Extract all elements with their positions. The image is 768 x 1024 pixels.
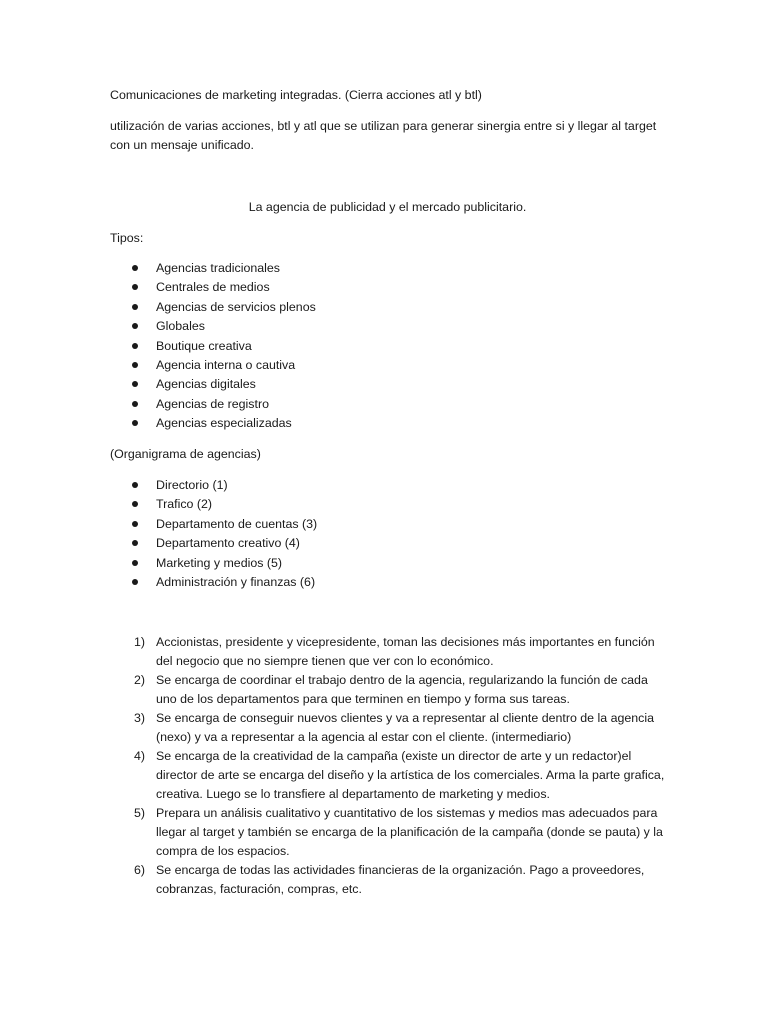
list-item [110, 534, 665, 553]
list-item-text: Accionistas, presidente y vicepresidente, toman las decisiones más importantes en función del negocio que no siempre tienen que ver con lo económico. [156, 635, 655, 668]
list-item [110, 515, 665, 534]
bullet-icon [132, 540, 138, 546]
list-item-text: Directorio (1) [156, 478, 228, 492]
list-item [110, 278, 665, 297]
list-item-text: Se encarga de coordinar el trabajo dentro de la agencia, regularizando la función de cada uno de los departamentos para que terminen en tiempo y forma sus tareas. [156, 673, 648, 706]
list-item [110, 414, 665, 433]
list-item-text: Globales [156, 319, 205, 334]
section-title: La agencia de publicidad y el mercado publicitario. [248, 200, 527, 214]
bullet-icon [132, 304, 138, 310]
list-item [110, 804, 665, 861]
list-item [110, 298, 665, 317]
list-item-text: Prepara un análisis cualitativo y cuantitativo de los sistemas y medios mas adecuados para llegar al target y también se encarga de la planificación de la campaña (donde se pauta) y la compra de los espacios. [156, 806, 663, 858]
list-item-text: Agencia interna o cautiva [156, 357, 296, 372]
list-item [110, 495, 665, 514]
bullet-icon [132, 323, 138, 329]
list-item-text: Centrales de medios [156, 280, 270, 295]
bullet-icon [132, 362, 138, 368]
list-item [110, 573, 665, 592]
list-item-text: Agencias de servicios plenos [156, 299, 316, 314]
item-number: 1) [134, 635, 146, 649]
list-item [110, 356, 665, 375]
bullet-icon [132, 420, 138, 426]
list-item-text: Se encarga de la creatividad de la campaña (existe un director de arte y un redactor)el director de arte se encarga del diseño y la artística de los comerciales. Arma la parte grafica, creativa. Luego se lo transfiere al departamento de marketing y medios. [156, 749, 665, 801]
organigrama-label: (Organigrama de agencias) [110, 447, 261, 461]
list-item [110, 375, 665, 394]
list-item [110, 476, 665, 495]
list-item-text: Trafico (2) [156, 497, 212, 512]
bullet-icon [132, 579, 138, 585]
list-item [110, 861, 665, 899]
list-item-text: Marketing y medios (5) [156, 555, 283, 570]
bullet-icon [132, 560, 138, 566]
tipos-list [110, 259, 665, 434]
bullet-icon [132, 265, 138, 271]
bullet-icon [132, 521, 138, 527]
list-item-text: Departamento creativo (4) [156, 536, 300, 551]
list-item [110, 709, 665, 747]
item-number: 2) [134, 673, 146, 687]
bullet-icon [132, 501, 138, 507]
list-item-text: Agencias especializadas [156, 416, 292, 431]
bullet-icon [132, 343, 138, 349]
bullet-icon [132, 482, 138, 488]
item-number: 5) [134, 806, 146, 820]
list-item [110, 671, 665, 709]
list-item [110, 337, 665, 356]
item-number: 3) [134, 711, 146, 725]
list-item [110, 259, 665, 278]
bullet-icon [132, 381, 138, 387]
list-item [110, 395, 665, 414]
heading-integrated-marketing: Comunicaciones de marketing integradas. (Cierra acciones atl y btl) [110, 88, 482, 102]
list-item [110, 317, 665, 336]
list-item-text: Administración y finanzas (6) [156, 574, 316, 589]
list-item [110, 554, 665, 573]
list-item-text: Se encarga de todas las actividades financieras de la organización. Pago a proveedores, cobranzas, facturación, compras, etc. [156, 863, 645, 896]
list-item [110, 747, 665, 804]
list-item-text: Agencias de registro [156, 396, 269, 411]
list-item [110, 633, 665, 671]
bullet-icon [132, 401, 138, 407]
item-number: 6) [134, 863, 146, 877]
paragraph-definition: utilización de varias acciones, btl y atl que se utilizan para generar sinergia entre si y llegar al target con un mensaje unificado. [110, 119, 657, 152]
list-item-text: Departamento de cuentas (3) [156, 516, 318, 531]
list-item-text: Agencias digitales [156, 377, 256, 392]
item-number: 4) [134, 749, 146, 763]
list-item-text: Se encarga de conseguir nuevos clientes y va a representar al cliente dentro de la agencia (nexo) y va a representar a la agencia al estar con el cliente. (intermediario) [156, 711, 655, 744]
organigrama-list [110, 476, 665, 592]
bullet-icon [132, 284, 138, 290]
list-item-text: Boutique creativa [156, 338, 252, 353]
list-item-text: Agencias tradicionales [156, 261, 280, 275]
tipos-label: Tipos: [110, 231, 144, 245]
department-descriptions [110, 633, 665, 899]
